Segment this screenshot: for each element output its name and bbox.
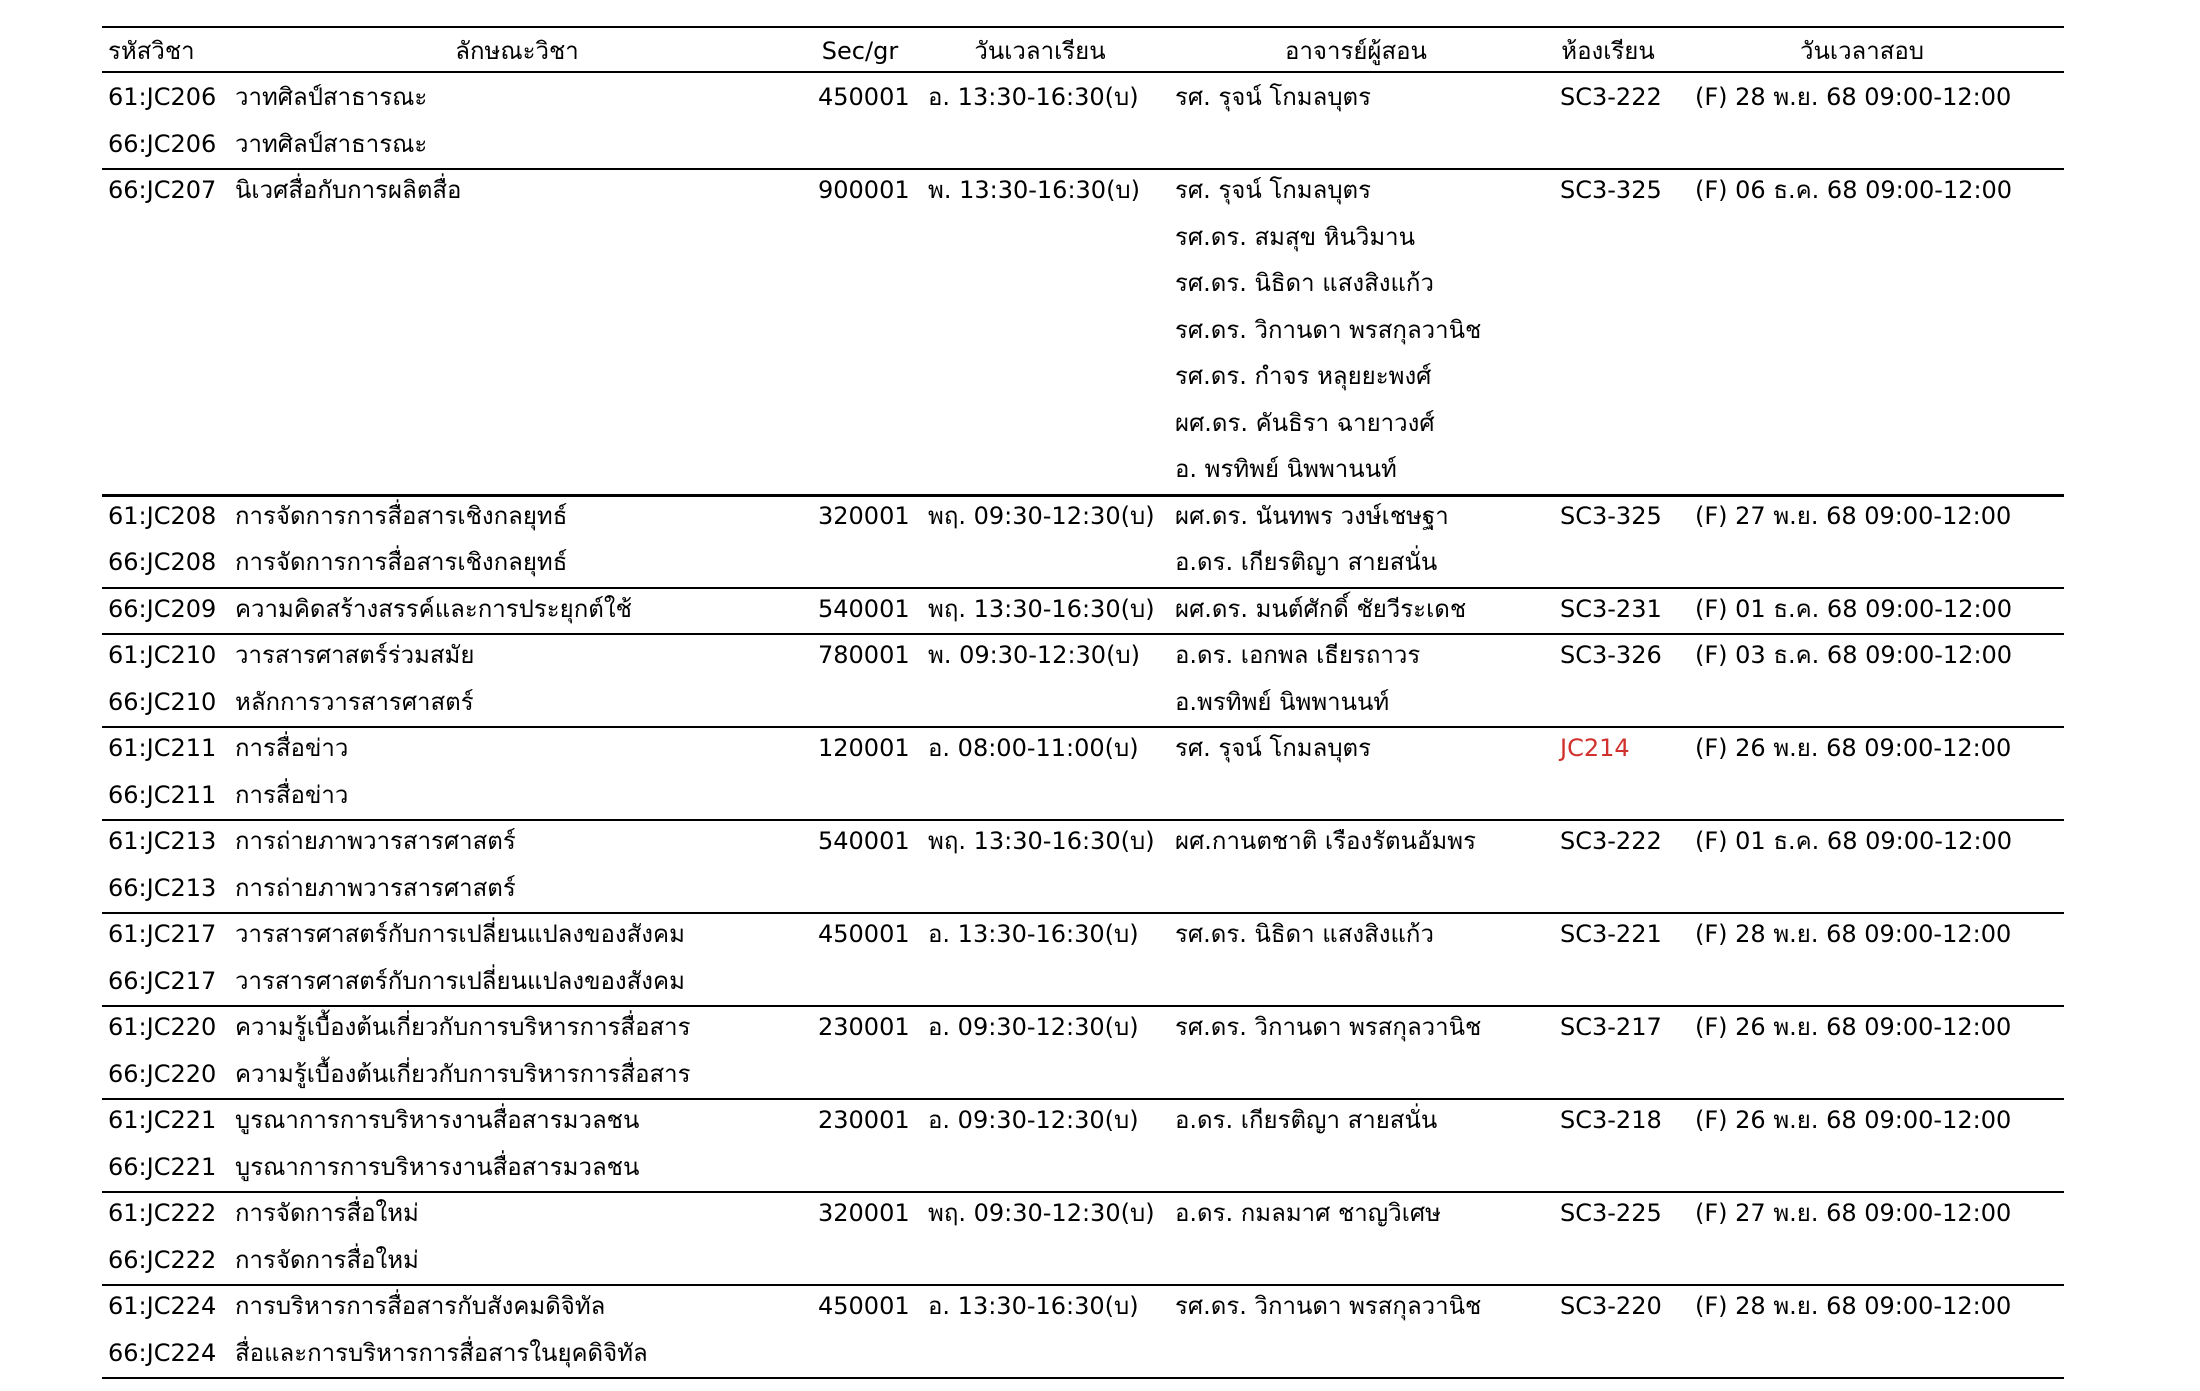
instructor-name: อ.พรทิพย์ นิพพานนท์ [1175,687,1390,716]
instructor-name: รศ.ดร. กำจร หลุยยะพงศ์ [1175,362,1432,390]
instructor-name: รศ. รุจน์ โกมลบุตร [1175,176,1372,204]
course-title: การจัดการสื่อใหม่ [235,1199,419,1227]
course-title: วาทศิลป์สาธารณะ [235,129,428,158]
exam-datetime: (F) 28 พ.ย. 68 09:00-12:00 [1695,1292,2012,1320]
row-separator [102,587,2064,589]
class-time: อ. 13:30-16:30(บ) [928,1292,1139,1320]
course-code: 66:JC217 [108,966,217,995]
class-time: อ. 08:00-11:00(บ) [928,734,1139,762]
course-title: การจัดการการสื่อสารเชิงกลยุทธ์ [235,501,568,530]
course-title: หลักการวารสารศาสตร์ [235,687,474,716]
class-time: พฤ. 09:30-12:30(บ) [928,1199,1155,1227]
course-code: 61:JC206 [108,83,217,111]
class-time: พ. 09:30-12:30(บ) [928,641,1141,669]
row-separator [102,726,2064,728]
row-separator [102,1098,2064,1100]
course-title: การสื่อข่าว [235,780,349,809]
classroom: SC3-222 [1560,83,1662,111]
class-time: อ. 13:30-16:30(บ) [928,83,1139,111]
course-title: ความรู้เบื้องต้นเกี่ยวกับการบริหารการสื่อสาร [235,1013,691,1041]
course-title: สื่อและการบริหารการสื่อสารในยุคดิจิทัล [235,1338,648,1367]
course-code: 61:JC208 [108,501,217,530]
header-room: ห้องเรียน [1561,37,1655,65]
instructor-name: รศ.ดร. วิกานดา พรสกุลวานิช [1175,1013,1482,1041]
section-number: 540001 [818,827,910,855]
instructor-name: อ.ดร. เกียรติญา สายสนั่น [1175,548,1438,576]
course-code: 61:JC213 [108,827,217,855]
exam-datetime: (F) 01 ธ.ค. 68 09:00-12:00 [1695,827,2013,855]
course-code: 66:JC224 [108,1338,217,1367]
course-code: 66:JC207 [108,176,217,204]
exam-datetime: (F) 26 พ.ย. 68 09:00-12:00 [1695,1013,2012,1041]
row-separator [102,494,2064,497]
section-number: 320001 [818,1199,910,1227]
exam-datetime: (F) 27 พ.ย. 68 09:00-12:00 [1695,501,2012,530]
course-code: 66:JC222 [108,1245,217,1274]
row-separator [102,819,2064,821]
header-code: รหัสวิชา [108,37,195,65]
class-time: อ. 13:30-16:30(บ) [928,920,1139,948]
section-number: 780001 [818,641,910,669]
row-separator [102,1005,2064,1007]
row-separator [102,1191,2064,1193]
classroom: SC3-325 [1560,501,1662,530]
exam-datetime: (F) 01 ธ.ค. 68 09:00-12:00 [1695,594,2013,623]
exam-datetime: (F) 03 ธ.ค. 68 09:00-12:00 [1695,641,2013,669]
instructor-name: อ.ดร. กมลมาศ ชาญวิเศษ [1175,1199,1441,1227]
instructor-name: รศ. รุจน์ โกมลบุตร [1175,734,1372,762]
course-code: 61:JC211 [108,734,217,762]
instructor-name: ผศ.ดร. มนต์ศักดิ์ ชัยวีระเดช [1175,594,1467,623]
instructor-name: อ. พรทิพย์ นิพพานนท์ [1175,455,1397,483]
exam-datetime: (F) 28 พ.ย. 68 09:00-12:00 [1695,920,2012,948]
table-top-rule [102,26,2064,28]
instructor-name: รศ.ดร. นิธิดา แสงสิงแก้ว [1175,269,1434,297]
classroom: SC3-325 [1560,176,1662,204]
course-code: 66:JC220 [108,1059,217,1088]
course-code: 66:JC211 [108,780,217,809]
instructor-name: ผศ.ดร. คันธิรา ฉายาวงศ์ [1175,408,1435,437]
classroom: SC3-222 [1560,827,1662,855]
header-bottom-rule [102,71,2064,73]
course-title: วาทศิลป์สาธารณะ [235,83,428,111]
section-number: 540001 [818,594,910,623]
section-number: 120001 [818,734,910,762]
classroom: SC3-231 [1560,594,1662,623]
course-code: 66:JC213 [108,873,217,902]
row-separator [102,1377,2064,1379]
section-number: 230001 [818,1013,910,1041]
course-code: 66:JC210 [108,687,217,716]
course-code: 61:JC220 [108,1013,217,1041]
instructor-name: รศ.ดร. วิกานดา พรสกุลวานิช [1175,315,1482,344]
section-number: 450001 [818,1292,910,1320]
section-number: 320001 [818,501,910,530]
course-title: การถ่ายภาพวารสารศาสตร์ [235,827,516,855]
course-title: บูรณาการการบริหารงานสื่อสารมวลชน [235,1152,640,1181]
header-time: วันเวลาเรียน [974,37,1106,65]
classroom: SC3-217 [1560,1013,1662,1041]
class-time: พฤ. 13:30-16:30(บ) [928,827,1155,855]
instructor-name: อ.ดร. เอกพล เธียรถาวร [1175,641,1421,669]
course-code: 66:JC221 [108,1152,217,1181]
course-title: การบริหารการสื่อสารกับสังคมดิจิทัล [235,1292,606,1320]
course-code: 61:JC221 [108,1106,217,1134]
course-title: บูรณาการการบริหารงานสื่อสารมวลชน [235,1106,640,1134]
instructor-name: ผศ.กานตชาติ เรืองรัตนอัมพร [1175,827,1476,855]
exam-datetime: (F) 26 พ.ย. 68 09:00-12:00 [1695,734,2012,762]
course-code: 61:JC217 [108,920,217,948]
class-time: พ. 13:30-16:30(บ) [928,176,1141,204]
course-title: การถ่ายภาพวารสารศาสตร์ [235,873,516,902]
header-sec: Sec/gr [821,37,899,65]
course-title: นิเวศสื่อกับการผลิตสื่อ [235,176,462,204]
instructor-name: รศ.ดร. นิธิดา แสงสิงแก้ว [1175,920,1434,948]
course-title: วารสารศาสตร์ร่วมสมัย [235,641,475,669]
course-title: วารสารศาสตร์กับการเปลี่ยนแปลงของสังคม [235,966,685,995]
classroom: SC3-218 [1560,1106,1662,1134]
course-code: 66:JC206 [108,129,217,158]
row-separator [102,633,2064,635]
exam-datetime: (F) 06 ธ.ค. 68 09:00-12:00 [1695,176,2013,204]
course-code: 61:JC210 [108,641,217,669]
section-number: 450001 [818,83,910,111]
section-number: 900001 [818,176,910,204]
course-code: 66:JC208 [108,548,217,576]
exam-datetime: (F) 26 พ.ย. 68 09:00-12:00 [1695,1106,2012,1134]
class-time: พฤ. 13:30-16:30(บ) [928,594,1155,623]
instructor-name: อ.ดร. เกียรติญา สายสนั่น [1175,1106,1438,1134]
classroom: SC3-326 [1560,641,1662,669]
classroom: JC214 [1560,734,1630,762]
section-number: 450001 [818,920,910,948]
classroom: SC3-220 [1560,1292,1662,1320]
row-separator [102,1284,2064,1286]
course-code: 61:JC222 [108,1199,217,1227]
exam-datetime: (F) 28 พ.ย. 68 09:00-12:00 [1695,83,2012,111]
course-title: การสื่อข่าว [235,734,349,762]
course-title: ความคิดสร้างสรรค์และการประยุกต์ใช้ [235,594,632,623]
course-title: ความรู้เบื้องต้นเกี่ยวกับการบริหารการสื่อสาร [235,1059,691,1088]
course-title: วารสารศาสตร์กับการเปลี่ยนแปลงของสังคม [235,920,685,948]
row-separator [102,168,2064,170]
header-title: ลักษณะวิชา [455,37,579,65]
header-instructor: อาจารย์ผู้สอน [1285,37,1427,65]
classroom: SC3-225 [1560,1199,1662,1227]
instructor-name: รศ.ดร. วิกานดา พรสกุลวานิช [1175,1292,1482,1320]
header-exam: วันเวลาสอบ [1799,37,1925,65]
section-number: 230001 [818,1106,910,1134]
row-separator [102,912,2064,914]
class-time: อ. 09:30-12:30(บ) [928,1106,1139,1134]
class-time: พฤ. 09:30-12:30(บ) [928,501,1155,530]
instructor-name: รศ.ดร. สมสุข หินวิมาน [1175,222,1416,251]
instructor-name: รศ. รุจน์ โกมลบุตร [1175,83,1372,111]
course-title: การจัดการการสื่อสารเชิงกลยุทธ์ [235,548,568,576]
exam-datetime: (F) 27 พ.ย. 68 09:00-12:00 [1695,1199,2012,1227]
classroom: SC3-221 [1560,920,1662,948]
course-code: 66:JC209 [108,594,217,623]
class-time: อ. 09:30-12:30(บ) [928,1013,1139,1041]
instructor-name: ผศ.ดร. นันทพร วงษ์เชษฐา [1175,501,1449,530]
course-code: 61:JC224 [108,1292,217,1320]
course-title: การจัดการสื่อใหม่ [235,1245,419,1274]
